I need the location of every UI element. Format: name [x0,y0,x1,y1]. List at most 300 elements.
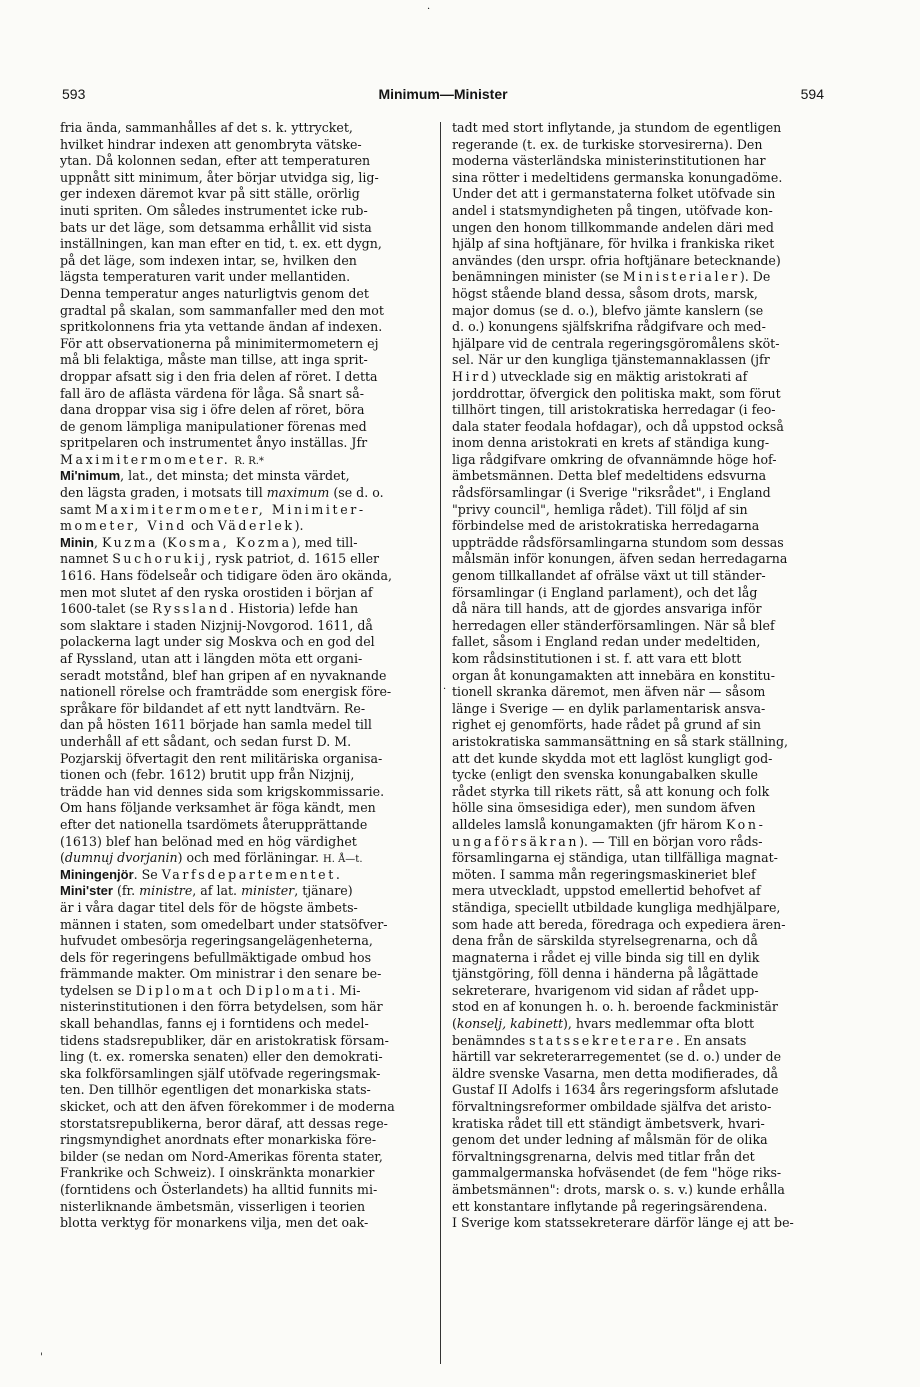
text-line [452,618,826,635]
text-segment: I Sverige kom statssekreterare därför länge ej att be- [452,1215,794,1231]
text-line [452,668,826,685]
text-line [60,983,430,1000]
text-line [452,137,826,154]
text-segment: 1600-talet (se [60,601,153,617]
text-segment: (se d. o. [329,485,384,501]
text-segment: tionen och (febr. 1612) brutit upp från Nizjnij, [60,767,355,783]
entry-headword: Miningenjör [60,866,134,882]
text-segment: Frankrike och Schweiz). I oinskränkta monarkier [60,1165,375,1181]
text-segment: ämbetsmännen": drots, marsk o. s. v.) kunde erhålla [452,1182,785,1197]
text-segment: hvilket hindrar indexen att genombryta vätske- [60,136,362,152]
text-line [60,137,430,154]
text-segment: herredagen eller ständerförsamlingen. När så blef [452,617,775,633]
text-segment: hjälpare vid de centrala regeringsgöromålens sköt- [452,335,780,351]
text-segment: Varfsdepartementet [161,866,336,882]
text-line [452,269,826,286]
text-segment: (forntidens och Österlandets) ha alltid funnits mi- [60,1182,378,1197]
text-line [452,751,826,768]
text-segment: af Ryssland, utan att i längden möta ett organi- [60,651,363,666]
text-segment: gammalgermanska hofväsendet (de fem "höge riks- [452,1165,782,1181]
text-segment: ( [452,1016,457,1032]
text-segment: språkare för bildandet af ett nytt landtvärn. Re- [60,700,366,716]
text-line [452,601,826,618]
text-segment: samt [60,501,95,517]
text-segment: storstatsrepublikerna, beror däraf, att dessas rege- [60,1115,388,1131]
text-segment: och [186,518,218,534]
text-segment: stod en af konungen h. o. h. beroende fackministär [452,999,778,1015]
text-line [60,1049,430,1066]
text-line [452,435,826,452]
text-segment: ungen den honom tillkommande andelen däri med [452,219,774,235]
text-line [452,568,826,585]
text-segment: (1613) blef han belönad med en hög värdighet [60,833,357,849]
text-line [60,1149,430,1166]
text-segment: righet ej genomförts, hade rådet på grund af sin [452,717,762,733]
text-segment: Maximitermometer. [60,451,231,467]
text-segment: skall behandlas, fanns ej i forntidens och medel- [60,1016,369,1032]
text-line [60,900,430,917]
text-segment: dumnuj dvorjanin [64,850,178,866]
column-divider [440,122,441,1364]
text-segment: konselj, kabinett [456,1016,564,1032]
text-segment: genom det under ledning af målsmän för de olika [452,1132,768,1148]
text-line [60,1066,430,1083]
text-segment: dana droppar visa sig i öfre delen af röret, böra [60,402,365,418]
text-segment: minister [241,883,295,899]
text-line [60,999,430,1016]
text-line [452,369,826,386]
text-line [452,966,826,983]
text-line [452,186,826,203]
text-segment: dels för regeringens befullmäktigade ombud hos [60,949,372,965]
text-segment: Denna temperatur anges naturligtvis genom det [60,285,369,301]
text-line [452,883,826,900]
text-segment: hölle sina ömsesidiga eder), men sundom äfven [452,800,756,816]
text-segment: möten. I samma mån regeringsmaskineriet blef [452,866,756,882]
text-segment: att det kunde skydda mot ett laglöst kungligt god- [452,750,773,766]
text-segment: efter det nationella tsardömets återupprättande [60,816,368,832]
text-segment: ämbetsmännen. Detta blef medeltidens edsvurna [452,468,767,484]
text-segment: den lägsta graden, i motsats till [60,485,267,501]
text-segment: rådet styrka till rikets rätt, så att konung och folk [452,783,770,799]
text-segment: männen i staten, som omedelbart under statsöfver- [60,916,388,932]
text-segment: fria ända, sammanhålles af det s. k. yttrycket, [60,120,353,135]
running-title: Minimum—Minister [378,86,508,102]
text-segment: . Historia) lefde han [230,601,359,617]
text-line [60,303,430,320]
text-segment: regerande (t. ex. de turkiske storvesirerna). Den [452,136,763,152]
text-line [60,1165,430,1182]
text-segment: inställningen, kan man efter en tid, t. ex. ett dygn, [60,236,382,252]
text-segment: Gustaf II Adolfs i 1634 års regeringsform afslutade [452,1082,779,1098]
text-segment: seradt motstånd, blef han gripen af en nyvaknande [60,667,387,683]
text-segment: sekreterare, hvarigenom vid sidan af rådet upp- [452,982,759,998]
text-line [60,1215,430,1232]
text-segment: tidens stadsrepubliker, där en aristokratisk försam- [60,1032,389,1048]
text-line [452,336,826,353]
text-line [60,236,430,253]
text-line [60,452,430,469]
page-number-right: 594 [800,86,824,102]
text-line [60,1199,430,1216]
text-line [60,485,430,502]
text-line [60,1016,430,1033]
text-segment: på det läge, som indexen intar, se, hvilken den [60,252,357,268]
text-segment: "privy council", hemliga rådet). Till följd af sin [452,501,748,517]
text-line [452,634,826,651]
text-segment: är i våra dagar titel dels för de högste ämbets- [60,899,358,915]
text-line [452,1066,826,1083]
text-segment: benämningen minister (se [452,269,623,285]
text-segment: mera utveckladt, uppstod emellertid behofvet af [452,883,761,899]
text-line [60,369,430,386]
text-line [60,817,430,834]
text-segment: trädde han vid dennes sida som krigskommissarie. [60,783,385,799]
text-line [452,983,826,1000]
text-segment: Suchorukij [112,551,208,567]
text-line [60,867,430,884]
text-line [60,601,430,618]
text-line [60,734,430,751]
text-line [452,834,826,851]
left-column [60,120,430,1232]
text-segment: droppar afsatt sig i den fria delen af röret. I detta [60,368,378,384]
text-segment: H. Å—t. [323,854,363,866]
text-line [452,999,826,1016]
text-segment: Under det att i germanstaterna folket utöfvade sin [452,186,776,202]
text-line [452,551,826,568]
text-line [452,286,826,303]
text-segment: spritkolonnens fria yta vettande ändan af indexen. [60,319,383,335]
text-segment: spritpelaren och instrumentet ånyo inställas. Jfr [60,435,368,451]
text-line [452,717,826,734]
text-line [452,402,826,419]
text-segment: tadt med stort inflytande, ja stundom de egentligen [452,120,782,135]
text-line [60,850,430,867]
text-segment: kratiska rådet till ett ständigt ämbetsverk, hvari- [452,1115,765,1131]
text-line [60,800,430,817]
text-segment: genom tillkallandet af ofrälse växt ut till ständer- [452,568,766,584]
text-segment: Pozjarskij öfvertagit den rent militäriska organisa- [60,750,383,766]
text-line [452,535,826,552]
text-line [60,751,430,768]
text-line [452,1182,826,1199]
text-segment: rådsförsamlingar (i Sverige "riksrådet", i England [452,485,771,501]
text-line [452,950,826,967]
text-segment: Maximitermometer, Minimiter- [94,501,366,517]
text-line [452,1165,826,1182]
text-segment: För att observationerna på minimitermometern ej [60,335,379,351]
text-line [60,1033,430,1050]
text-segment: församlingar (i England parlament), och det låg [452,584,758,600]
text-line [60,419,430,436]
text-segment: blotta verktyg för monarkens vilja, men det oak- [60,1215,369,1231]
text-line [60,834,430,851]
text-segment: sina rötter i medeltidens germanska konungadöme. [452,169,783,185]
text-segment: moderna västerländska ministerinstitutionen har [452,153,766,169]
text-line [60,917,430,934]
text-line [452,917,826,934]
text-line [60,535,430,552]
text-segment: ). De [739,269,771,285]
text-segment: Väderlek [217,518,295,534]
text-segment: högst stående bland dessa, såsom drots, marsk, [452,285,758,301]
text-segment: Om hans följande verksamhet är föga kändt, men [60,800,376,816]
text-line [452,1016,826,1033]
text-segment: ten. Den tillhör egentligen det monarkiska stats- [60,1082,371,1098]
text-segment: , [93,534,102,550]
text-line [452,419,826,436]
text-segment: lägsta temperaturen varit under mellantiden. [60,269,351,285]
text-line [60,684,430,701]
text-segment: , lat., det minsta; det minsta värdet, [120,468,350,484]
text-segment: dan på hösten 1611 började han samla medel till [60,717,372,733]
text-segment: . [335,866,340,882]
text-line [452,651,826,668]
text-segment: R. R.* [234,455,264,467]
text-segment: ungaförsäkran [452,833,580,849]
text-line [452,767,826,784]
text-line [60,701,430,718]
text-line [452,220,826,237]
text-line [452,684,826,701]
text-segment: hufvudet ombesörja regeringsangelägenheterna, [60,933,373,949]
text-line [60,1116,430,1133]
text-segment: , af lat. [192,883,242,899]
text-segment: ), hvars medlemmar ofta blott [563,1016,755,1032]
text-line [60,170,430,187]
text-segment: maximum [266,485,330,501]
text-segment: nisterinstitutionen i den förra betydelsen, som här [60,999,383,1015]
text-line [452,817,826,834]
stray-mark-bottom: ' [40,1352,43,1363]
text-segment: bats ur det läge, som detsamma erhållit vid sista [60,219,372,235]
text-segment: (fr. [112,883,140,899]
text-segment: skicket, och att den äfven förekommer i de moderna [60,1099,395,1115]
text-segment: fallet, såsom i England redan under medeltiden, [452,634,761,650]
text-segment: polackerna lagt under sig Moskva och en god del [60,634,375,650]
text-segment: . Se [133,866,162,882]
text-segment: organ åt konungamakten att innebära en konstitu- [452,667,775,683]
text-line [60,502,430,519]
text-segment: förvaltningsgrenarna, delvis med titlar från det [452,1148,755,1164]
text-segment: uppträdde rådsförsamlingarna stundom som dessas [452,534,784,550]
text-segment: tionell skranka däremot, men äfven när — såsom [452,684,766,700]
text-segment: , tjänare) [294,883,353,899]
text-line [452,518,826,535]
text-line [60,269,430,286]
text-line [60,966,430,983]
text-line [452,1033,826,1050]
text-line [60,468,430,485]
text-line [60,336,430,353]
text-line [452,1149,826,1166]
text-line [452,1199,826,1216]
text-segment: ständiga, speciellt utbildade kungliga medhjälpare, [452,899,781,915]
text-segment: målsmän inför konungen, äfven sedan herredagarna [452,551,788,567]
text-segment: nationell rörelse och framträdde som energisk före- [60,684,392,700]
text-segment: då nära till hands, att de gjordes ansvariga inför [452,601,762,617]
text-segment: ytan. Då kolonnen sedan, efter att temperaturen [60,153,371,169]
text-segment: magnaterna i rådet ej ville binda sig till en dylik [452,949,760,965]
text-segment: ( [60,850,65,866]
text-line [60,203,430,220]
text-line [60,319,430,336]
text-segment: ringsmyndighet anordnats efter monarkiska före- [60,1132,377,1148]
text-line [452,253,826,270]
text-line [60,286,430,303]
text-segment: men mot slutet af den ryska orostiden i början af [60,584,373,600]
text-segment: dala stater feodala hofdagar), och då uppstod också [452,418,784,434]
text-segment: hjälp af sina hoftjänare, för hvilka i frankiska riket [452,236,775,252]
text-segment: statssekreterare [529,1032,676,1048]
text-segment: . En ansats [675,1032,747,1048]
text-line [452,485,826,502]
text-line [60,551,430,568]
text-line [452,386,826,403]
text-segment: . Mi- [331,982,361,998]
text-segment: kom rådsinstitutionen i st. f. att vara ett blott [452,651,742,666]
text-line [452,1116,826,1133]
text-segment: aristokratiska sammansättning en så stark ställning, [452,733,789,749]
text-segment: fall äro de aflästa värdena för låga. Så snart så- [60,385,365,401]
text-line [60,950,430,967]
text-line [60,767,430,784]
text-segment: tillhört tingen, till aristokratiska herredagar (i feo- [452,402,776,418]
stray-mark-middle: · [443,684,447,695]
text-line [452,800,826,817]
text-segment: äldre svenske Vasarna, men detta modifierades, då [452,1065,779,1081]
text-segment: länge i Sverige — en dylik parlamentarisk ansva- [452,700,766,716]
text-segment: förvaltningsreformer ombildade själfva det aristo- [452,1099,772,1115]
text-line [452,203,826,220]
text-line [452,236,826,253]
text-line [452,850,826,867]
text-segment: gradtal på skalan, som sammanfaller med den mot [60,302,384,318]
text-line [60,668,430,685]
text-segment: församlingarna ej ständiga, utan tillfälliga magnat- [452,850,778,866]
text-segment: benämndes [452,1032,530,1048]
text-line [60,717,430,734]
text-line [452,120,826,137]
text-line [452,867,826,884]
text-line [60,568,430,585]
text-line [452,153,826,170]
text-segment: d. o.) konungens själfskrifna rådgifvare och med- [452,319,766,335]
text-line [452,468,826,485]
text-segment: tydelsen se [60,982,136,998]
text-line [452,900,826,917]
text-segment: ). [294,518,304,534]
text-segment: andel i statsmyndigheten på tingen, utöfvade kon- [452,202,773,218]
text-segment: Ministerialer [622,269,740,285]
text-line [60,352,430,369]
text-segment: ministre [139,883,193,899]
entry-headword: Mini'ster [60,883,113,899]
text-segment: inom denna aristokrati en krets af ständiga kung- [452,435,770,451]
text-segment: major domus (se d. o.), blefvo jämte kanslern (se [452,302,764,318]
text-segment: jorddrottar, öfvergick den politiska makt, som förut [452,385,781,401]
text-line [452,1099,826,1116]
text-segment: de genom lämpliga manipulationer förenas med [60,418,367,434]
text-line [60,784,430,801]
text-segment: ) utvecklade sig en mäktig aristokrati af [491,368,748,384]
text-line [452,1082,826,1099]
text-segment: dena från de särskilda styrelsegrenarna, och då [452,933,758,949]
entry-headword: Mi'nimum [60,468,121,484]
text-segment: ling (t. ex. romerska senaten) eller den demokrati- [60,1049,383,1065]
text-line [60,1082,430,1099]
text-line [60,933,430,950]
text-segment: ), med till- [291,534,358,550]
text-segment: Diplomat [135,982,215,998]
text-line [452,352,826,369]
text-line [452,585,826,602]
text-segment: förbindelse med de aristokratiska herredagarna [452,518,760,534]
text-line [60,402,430,419]
text-line [60,153,430,170]
text-segment: liga rådgifvare omkring de ofvannämnde höge hof- [452,451,777,467]
text-segment: främmande makter. Om ministrar i den senare be- [60,966,382,982]
text-segment: sel. När ur den kungliga tjänstemannaklassen (jfr [452,352,770,368]
text-line [452,319,826,336]
text-line [60,1132,430,1149]
text-segment: ( [158,534,168,550]
text-segment: uppnått sitt minimum, åter börjar utvidga sig, lig- [60,169,379,185]
text-segment: ska folkförsamlingen själf utöfvade regeringsmak- [60,1065,381,1081]
text-line [60,1099,430,1116]
text-line [60,120,430,137]
text-segment: Diplomati [245,982,332,998]
text-segment: alldeles lamslå konungamakten (jfr härom [452,816,727,832]
text-segment: må bli felaktiga, måste man tillse, att inga sprit- [60,352,368,368]
text-line [452,452,826,469]
text-segment: ) och med förläningar. [177,850,323,866]
text-segment: och [214,982,246,998]
text-line [452,1049,826,1066]
text-segment: Ryssland [152,601,231,617]
stray-mark-top: · [427,4,431,15]
text-line [452,170,826,187]
text-line [60,435,430,452]
text-line [452,734,826,751]
text-line [60,186,430,203]
text-line [452,303,826,320]
text-segment: som hade att bereda, föredraga och expediera ären- [452,916,786,932]
text-segment: underhåll af ett sådant, och sedan furst D. M. [60,733,352,749]
text-segment: som slaktare i staden Nizjnij-Novgorod. 1611, då [60,617,373,633]
text-segment: användes (den urspr. ofria hoftjänare betecknande) [452,252,781,268]
text-segment: inuti spriten. Om således instrumentet icke rub- [60,202,368,218]
running-header [62,86,824,108]
text-line [60,220,430,237]
entry-headword: Minin [60,534,94,550]
text-segment: mometer, Vind [60,518,187,534]
right-column [452,120,826,1232]
text-segment: ger indexen däremot kvar på sitt ställe, orörlig [60,186,360,202]
text-segment: tjänstgöring, föll denna i händerna på lågättade [452,966,759,982]
text-line [60,651,430,668]
text-segment: nisterliknande ämbetsmän, visserligen i teorien [60,1198,366,1214]
text-line [60,634,430,651]
text-segment: Kuzma [101,534,159,550]
text-segment: Hird [452,368,492,384]
text-segment: , rysk patriot, d. 1615 eller [207,551,380,567]
text-segment: namnet [60,551,113,567]
text-line [452,502,826,519]
text-line [452,784,826,801]
text-segment: Kon- [726,816,766,832]
